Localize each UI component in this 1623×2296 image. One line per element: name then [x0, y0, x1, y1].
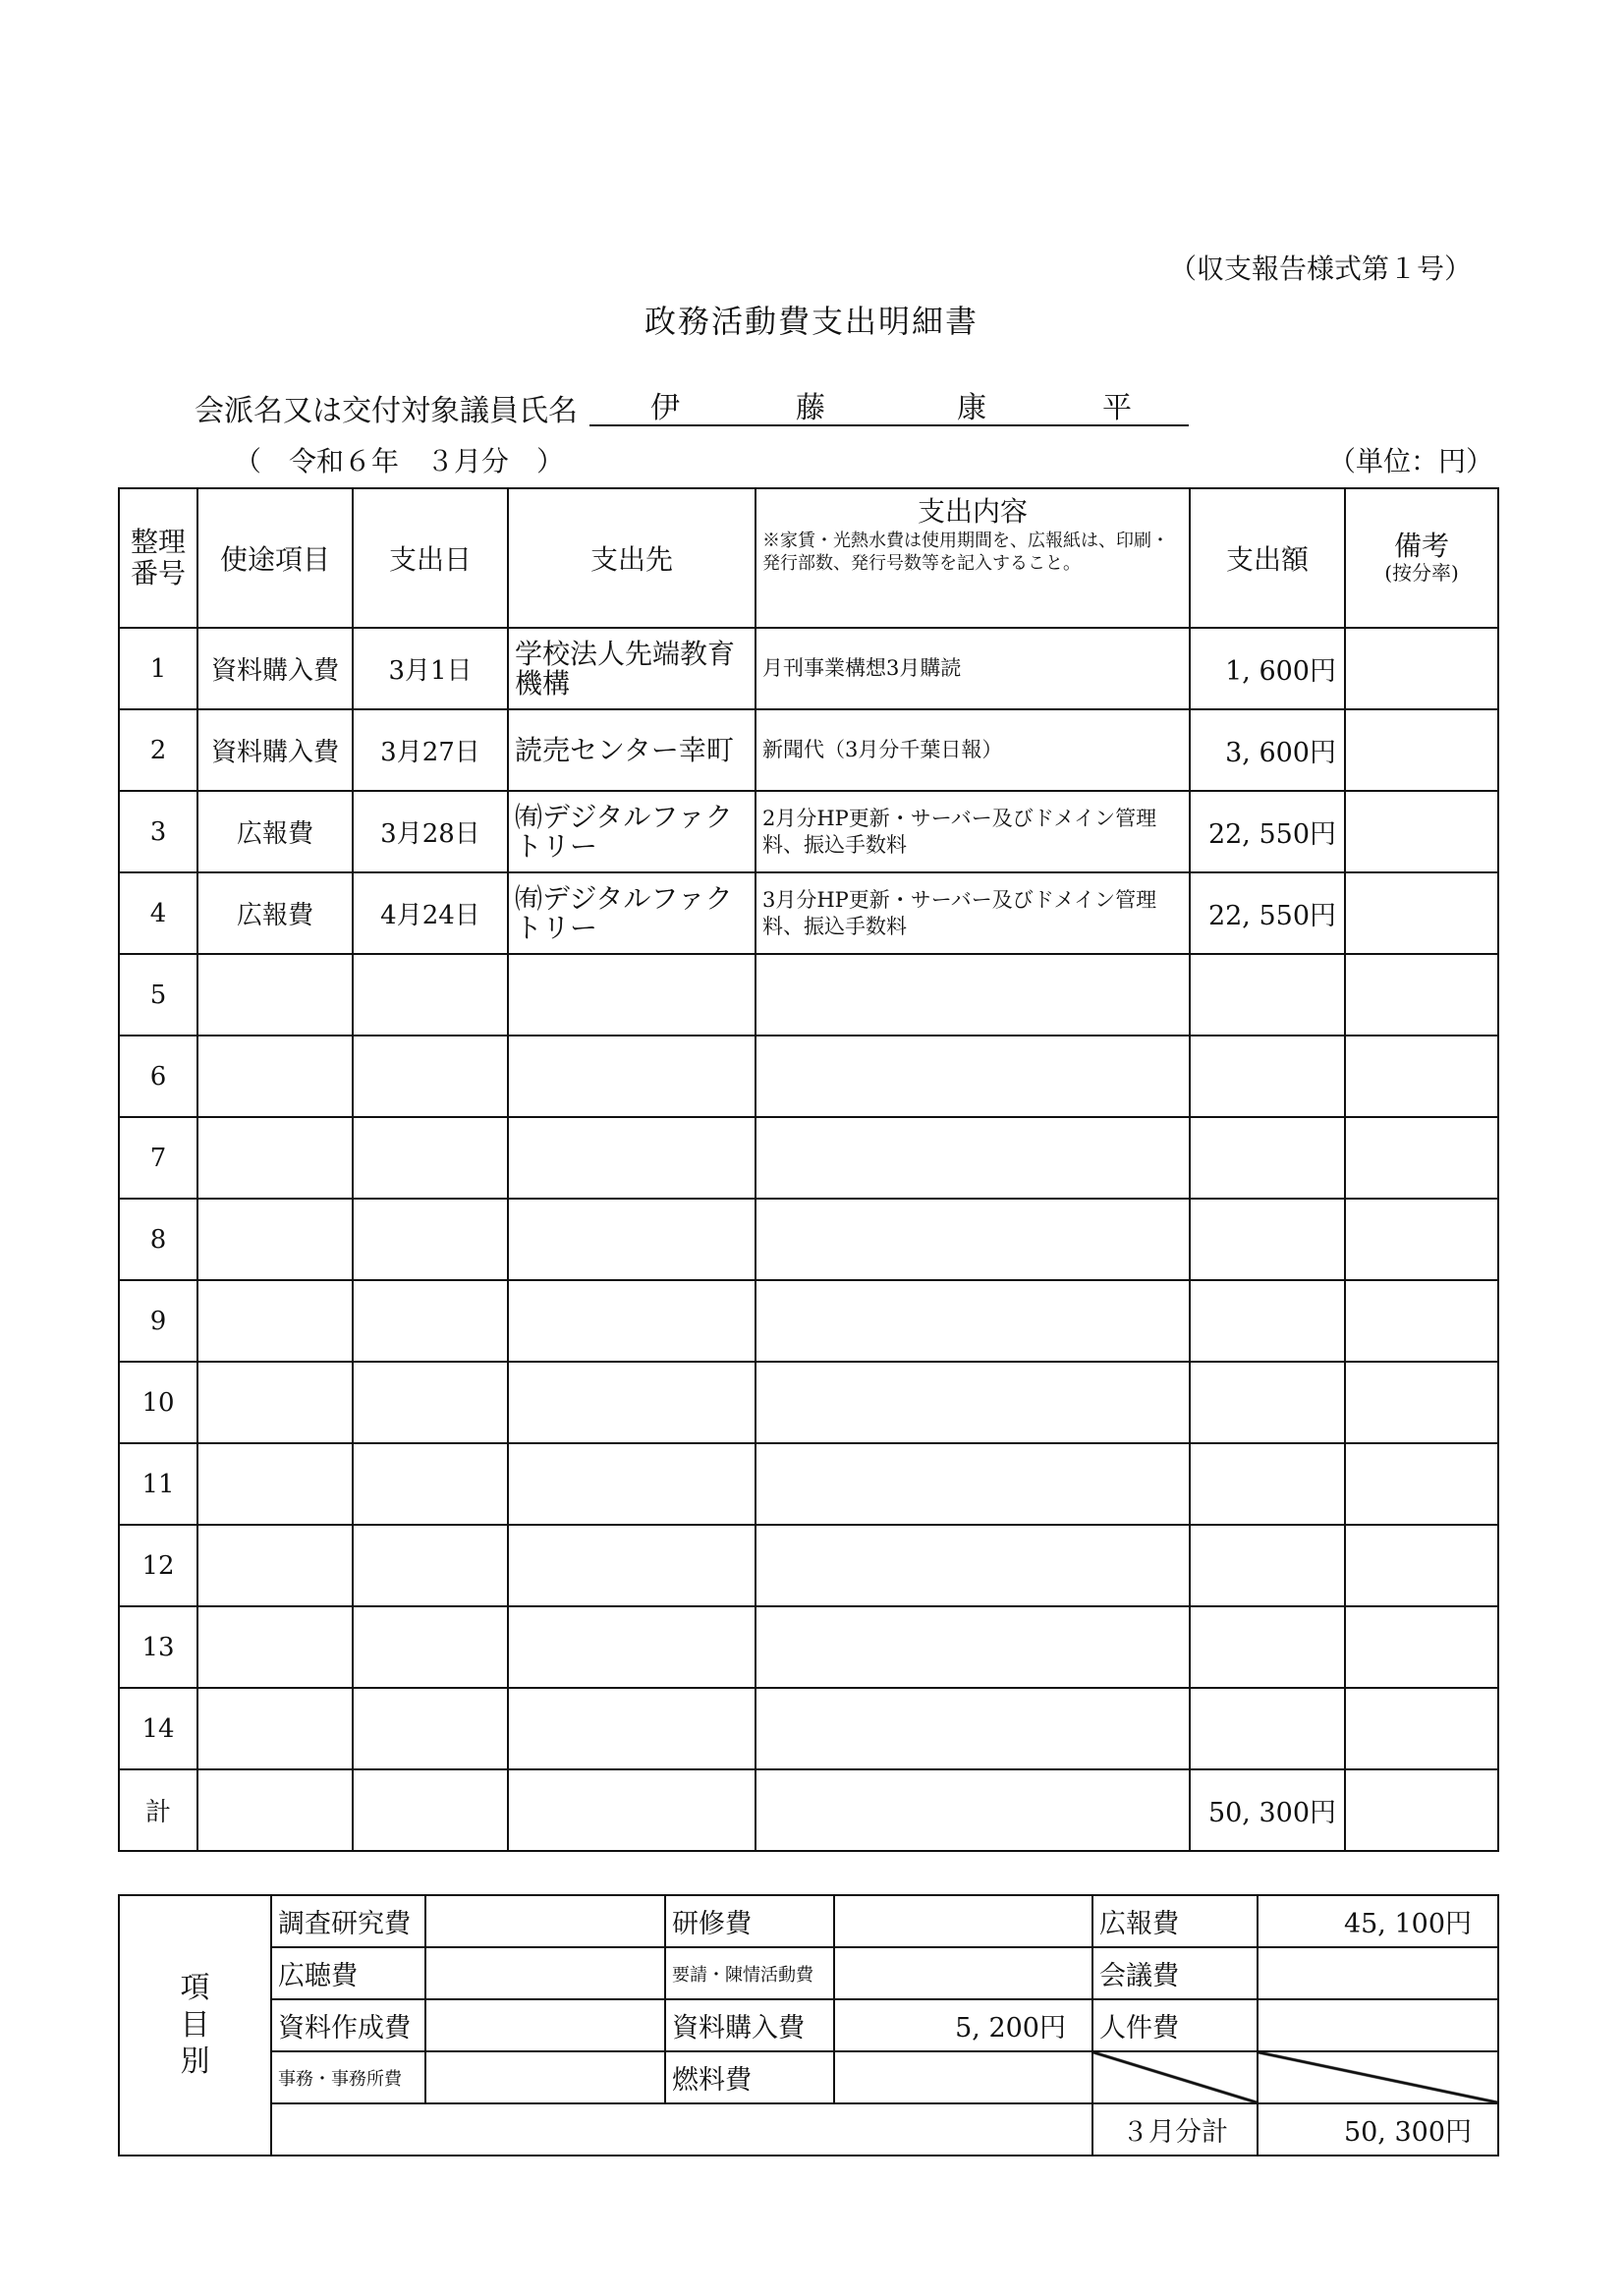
row-date: [353, 1117, 508, 1199]
row-number: 13: [119, 1606, 197, 1688]
member-name-char: 康: [957, 391, 986, 425]
row-payee: [508, 1280, 756, 1362]
table-row: [119, 1443, 1498, 1525]
row-amount: [1190, 954, 1345, 1036]
header-content: [756, 488, 1190, 628]
row-payee: ㈲デジタルファクトリー: [508, 791, 756, 872]
summary-row: [119, 2051, 1498, 2103]
table-header-row: [119, 488, 1498, 628]
row-amount: [1190, 1280, 1345, 1362]
summary-amount-hearing: [425, 1947, 665, 1999]
summary-label-petition: 要請・陳情活動費: [665, 1947, 834, 1999]
summary-label-materials-purchase: 資料購入費: [665, 1999, 834, 2051]
summary-label-meeting: 会議費: [1092, 1947, 1258, 1999]
row-remarks: [1345, 1117, 1498, 1199]
header-number: [119, 488, 197, 628]
month-total-label: ３月分計: [1092, 2103, 1258, 2156]
row-payee: [508, 1199, 756, 1280]
summary-label-training: 研修費: [665, 1895, 834, 1947]
row-number: 7: [119, 1117, 197, 1199]
row-content: [756, 1280, 1190, 1362]
diagonal-strike-cell: [1092, 2051, 1258, 2103]
row-number: 2: [119, 709, 197, 791]
member-name-char: 平: [1102, 391, 1132, 425]
row-remarks: [1345, 1280, 1498, 1362]
diagonal-strike-cell: [1258, 2051, 1498, 2103]
row-remarks: [1345, 954, 1498, 1036]
row-payee: [508, 1688, 756, 1769]
table-row: [119, 1117, 1498, 1199]
row-remarks: [1345, 709, 1498, 791]
summary-side-label: [119, 1895, 271, 2156]
header-content-title: 支出内容: [917, 495, 1028, 528]
row-category: [197, 1280, 353, 1362]
table-row: [119, 1362, 1498, 1443]
row-date: [353, 1606, 508, 1688]
header-category: 使途項目: [197, 488, 353, 628]
row-payee: 読売センター幸町: [508, 709, 756, 791]
row-content: [756, 1688, 1190, 1769]
row-number: 5: [119, 954, 197, 1036]
member-name-char: 藤: [796, 391, 825, 425]
header-date: 支出日: [353, 488, 508, 628]
table-row: [119, 1525, 1498, 1606]
summary-blank-cell: [271, 2103, 1092, 2156]
summary-amount-petition: [834, 1947, 1092, 1999]
summary-row: [119, 1999, 1498, 2051]
row-category: [197, 1362, 353, 1443]
row-date: [353, 954, 508, 1036]
row-date: 4月24日: [353, 872, 508, 954]
header-remarks-title: 備考: [1393, 530, 1449, 563]
row-content: 2月分HP更新・サーバー及びドメイン管理料、振込手数料: [756, 791, 1190, 872]
row-amount: [1190, 1443, 1345, 1525]
row-date: 3月27日: [353, 709, 508, 791]
row-content: [756, 1525, 1190, 1606]
total-cell-empty: [508, 1769, 756, 1851]
row-number: 1: [119, 628, 197, 709]
row-amount: [1190, 1199, 1345, 1280]
row-number: 6: [119, 1036, 197, 1117]
header-number-line1: 整理: [130, 525, 186, 558]
row-content: 3月分HP更新・サーバー及びドメイン管理料、振込手数料: [756, 872, 1190, 954]
row-amount: 1, 600円: [1190, 628, 1345, 709]
row-content: 月刊事業構想3月購読: [756, 628, 1190, 709]
table-row: [119, 628, 1498, 709]
member-label: 会派名又は交付対象議員氏名: [195, 394, 578, 428]
table-body: [119, 628, 1498, 1769]
month-total-amount: 50, 300円: [1258, 2103, 1498, 2156]
table-row: [119, 1036, 1498, 1117]
table-row: [119, 872, 1498, 954]
row-payee: [508, 1036, 756, 1117]
row-remarks: [1345, 1199, 1498, 1280]
member-name-char: 伊: [650, 391, 680, 425]
summary-amount-training: [834, 1895, 1092, 1947]
member-name-field: [589, 383, 1189, 426]
row-payee: [508, 954, 756, 1036]
summary-amount-meeting: [1258, 1947, 1498, 1999]
row-remarks: [1345, 1688, 1498, 1769]
total-cell-empty: [353, 1769, 508, 1851]
form-number: （収支報告様式第１号）: [1169, 252, 1473, 285]
document-title: 政務活動費支出明細書: [644, 303, 979, 340]
header-amount: 支出額: [1190, 488, 1345, 628]
summary-label-fuel: 燃料費: [665, 2051, 834, 2103]
total-cell-empty: [1345, 1769, 1498, 1851]
category-summary-table: [118, 1894, 1499, 2156]
summary-amount-publicity: 45, 100円: [1258, 1895, 1498, 1947]
expense-detail-table: [118, 487, 1499, 1852]
row-date: [353, 1443, 508, 1525]
row-remarks: [1345, 1606, 1498, 1688]
row-date: [353, 1199, 508, 1280]
row-category: 広報費: [197, 791, 353, 872]
row-date: [353, 1525, 508, 1606]
row-remarks: [1345, 1362, 1498, 1443]
row-amount: [1190, 1525, 1345, 1606]
summary-label-materials-creation: 資料作成費: [271, 1999, 425, 2051]
summary-row: [119, 1947, 1498, 1999]
row-content: [756, 1117, 1190, 1199]
header-payee: 支出先: [508, 488, 756, 628]
row-date: [353, 1036, 508, 1117]
row-amount: [1190, 1036, 1345, 1117]
row-category: [197, 1525, 353, 1606]
row-amount: [1190, 1117, 1345, 1199]
row-amount: 22, 550円: [1190, 872, 1345, 954]
row-date: 3月28日: [353, 791, 508, 872]
summary-label-hearing: 広聴費: [271, 1947, 425, 1999]
total-row: [119, 1769, 1498, 1851]
table-row: [119, 709, 1498, 791]
row-content: 新聞代（3月分千葉日報）: [756, 709, 1190, 791]
header-number-line2: 番号: [130, 557, 186, 589]
row-remarks: [1345, 791, 1498, 872]
row-amount: 3, 600円: [1190, 709, 1345, 791]
header-remarks: [1345, 488, 1498, 628]
summary-side-char: 項: [180, 1971, 210, 2006]
summary-side-char: 目: [180, 2007, 210, 2043]
row-category: [197, 1443, 353, 1525]
row-payee: 学校法人先端教育機構: [508, 628, 756, 709]
row-number: 8: [119, 1199, 197, 1280]
row-remarks: [1345, 872, 1498, 954]
period: （ 令和６年 ３月分 ）: [234, 445, 565, 477]
summary-amount-research: [425, 1895, 665, 1947]
row-amount: [1190, 1362, 1345, 1443]
summary-amount-office: [425, 2051, 665, 2103]
row-category: 広報費: [197, 872, 353, 954]
row-date: 3月1日: [353, 628, 508, 709]
row-category: [197, 1606, 353, 1688]
row-category: [197, 954, 353, 1036]
row-payee: [508, 1525, 756, 1606]
summary-label-personnel: 人件費: [1092, 1999, 1258, 2051]
row-number: 12: [119, 1525, 197, 1606]
row-number: 11: [119, 1443, 197, 1525]
row-content: [756, 1606, 1190, 1688]
summary-total-row: [119, 2103, 1498, 2156]
header-content-note: ※家賃・光熱水費は使用期間を、広報紙は、印刷・発行部数、発行号数等を記入すること。: [762, 530, 1169, 575]
row-number: 9: [119, 1280, 197, 1362]
summary-row: [119, 1895, 1498, 1947]
row-category: [197, 1036, 353, 1117]
row-payee: [508, 1443, 756, 1525]
summary-amount-materials-creation: [425, 1999, 665, 2051]
row-date: [353, 1280, 508, 1362]
total-amount: 50, 300円: [1190, 1769, 1345, 1851]
summary-label-research: 調査研究費: [271, 1895, 425, 1947]
row-number: 4: [119, 872, 197, 954]
row-amount: [1190, 1688, 1345, 1769]
unit-label: （単位：円）: [1328, 445, 1494, 477]
row-content: [756, 1036, 1190, 1117]
table-row: [119, 954, 1498, 1036]
row-number: 3: [119, 791, 197, 872]
row-date: [353, 1362, 508, 1443]
row-remarks: [1345, 1443, 1498, 1525]
row-category: [197, 1117, 353, 1199]
summary-amount-personnel: [1258, 1999, 1498, 2051]
row-payee: ㈲デジタルファクトリー: [508, 872, 756, 954]
row-remarks: [1345, 628, 1498, 709]
summary-label-office: 事務・事務所費: [271, 2051, 425, 2103]
table-row: [119, 1199, 1498, 1280]
table-row: [119, 791, 1498, 872]
row-payee: [508, 1362, 756, 1443]
total-cell-empty: [197, 1769, 353, 1851]
row-payee: [508, 1117, 756, 1199]
row-number: 10: [119, 1362, 197, 1443]
summary-amount-materials-purchase: 5, 200円: [834, 1999, 1092, 2051]
total-cell-empty: [756, 1769, 1190, 1851]
row-category: 資料購入費: [197, 628, 353, 709]
total-label: 計: [119, 1769, 197, 1851]
row-content: [756, 1199, 1190, 1280]
row-category: [197, 1199, 353, 1280]
row-date: [353, 1688, 508, 1769]
header-remarks-sub: (按分率): [1384, 560, 1459, 585]
row-content: [756, 1443, 1190, 1525]
row-content: [756, 1362, 1190, 1443]
summary-label-publicity: 広報費: [1092, 1895, 1258, 1947]
row-category: [197, 1688, 353, 1769]
table-row: [119, 1280, 1498, 1362]
row-remarks: [1345, 1036, 1498, 1117]
row-category: 資料購入費: [197, 709, 353, 791]
row-content: [756, 954, 1190, 1036]
summary-side-char: 別: [180, 2044, 210, 2080]
row-amount: 22, 550円: [1190, 791, 1345, 872]
table-row: [119, 1688, 1498, 1769]
table-row: [119, 1606, 1498, 1688]
row-payee: [508, 1606, 756, 1688]
row-remarks: [1345, 1525, 1498, 1606]
row-number: 14: [119, 1688, 197, 1769]
summary-amount-fuel: [834, 2051, 1092, 2103]
row-amount: [1190, 1606, 1345, 1688]
